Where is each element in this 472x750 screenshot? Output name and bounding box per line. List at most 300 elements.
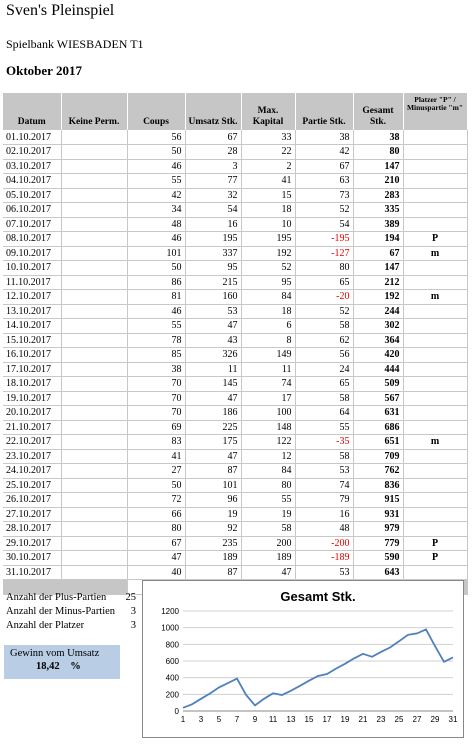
cell-coups: 46 <box>127 232 185 247</box>
cell-coups: 69 <box>127 420 185 435</box>
x-tick-label: 11 <box>268 715 278 724</box>
cell-coups: 47 <box>127 551 185 566</box>
cell-umsatz: 47 <box>185 391 241 406</box>
cell-mark <box>403 130 467 145</box>
table-row <box>3 493 467 508</box>
y-tick-label: 1000 <box>161 623 179 633</box>
cell-partie: -195 <box>295 232 353 247</box>
cell-keine-perm <box>61 536 127 551</box>
cell-mark <box>403 362 467 377</box>
table-row <box>3 333 467 348</box>
cell-partie: 53 <box>295 565 353 580</box>
cell-keine-perm <box>61 203 127 218</box>
cell-coups: 46 <box>127 304 185 319</box>
x-tick-label: 13 <box>286 715 296 724</box>
cell-gesamt: 283 <box>353 188 403 203</box>
cell-kapital: 189 <box>241 551 295 566</box>
y-tick-label: 1200 <box>161 607 179 616</box>
cell-mark <box>403 159 467 174</box>
cell-kapital: 12 <box>241 449 295 464</box>
table-row <box>3 174 467 189</box>
cell-date: 28.10.2017 <box>3 522 61 537</box>
series-line-gesamt <box>183 629 453 707</box>
cell-coups: 67 <box>127 536 185 551</box>
cell-date: 21.10.2017 <box>3 420 61 435</box>
cell-coups: 66 <box>127 507 185 522</box>
cell-date: 13.10.2017 <box>3 304 61 319</box>
cell-keine-perm <box>61 565 127 580</box>
cell-umsatz: 92 <box>185 522 241 537</box>
cell-coups: 55 <box>127 319 185 334</box>
cell-mark <box>403 261 467 276</box>
cell-keine-perm <box>61 275 127 290</box>
stat-platzer-label: Anzahl der Platzer <box>6 619 85 631</box>
stat-minus-label: Anzahl der Minus-Partien <box>6 605 116 617</box>
cell-umsatz: 145 <box>185 377 241 392</box>
x-tick-label: 17 <box>322 715 332 724</box>
cell-gesamt: 779 <box>353 536 403 551</box>
gain-unit: % <box>70 661 81 672</box>
cell-keine-perm <box>61 174 127 189</box>
cell-partie: 74 <box>295 478 353 493</box>
line-chart <box>143 581 463 737</box>
cell-date: 06.10.2017 <box>3 203 61 218</box>
cell-coups: 85 <box>127 348 185 363</box>
cell-coups: 70 <box>127 406 185 421</box>
cell-coups: 70 <box>127 391 185 406</box>
cell-date: 17.10.2017 <box>3 362 61 377</box>
cell-gesamt: 67 <box>353 246 403 261</box>
stat-minus-value: 3 <box>130 605 136 617</box>
cell-coups: 81 <box>127 290 185 305</box>
cell-umsatz: 326 <box>185 348 241 363</box>
cell-partie: -127 <box>295 246 353 261</box>
gain-box <box>4 645 120 679</box>
cell-mark <box>403 275 467 290</box>
cell-mark <box>403 348 467 363</box>
cell-partie: 16 <box>295 507 353 522</box>
cell-date: 25.10.2017 <box>3 478 61 493</box>
cell-coups: 50 <box>127 478 185 493</box>
cell-partie: 48 <box>295 522 353 537</box>
table-row <box>3 391 467 406</box>
cell-kapital: 17 <box>241 391 295 406</box>
cell-umsatz: 337 <box>185 246 241 261</box>
cell-umsatz: 54 <box>185 203 241 218</box>
cell-mark: P <box>403 232 467 247</box>
cell-mark <box>403 333 467 348</box>
x-tick-label: 3 <box>198 715 204 724</box>
cell-gesamt: 147 <box>353 261 403 276</box>
cell-kapital: 149 <box>241 348 295 363</box>
cell-kapital: 41 <box>241 174 295 189</box>
cell-partie: 52 <box>295 203 353 218</box>
stat-plus <box>6 590 136 604</box>
cell-keine-perm <box>61 348 127 363</box>
chart-title: Gesamt Stk. <box>280 589 356 604</box>
cell-umsatz: 225 <box>185 420 241 435</box>
table-row <box>3 348 467 363</box>
table-row <box>3 551 467 566</box>
cell-umsatz: 186 <box>185 406 241 421</box>
cell-kapital: 2 <box>241 159 295 174</box>
cell-gesamt: 686 <box>353 420 403 435</box>
table-row <box>3 203 467 218</box>
cell-mark <box>403 449 467 464</box>
cell-kapital: 200 <box>241 536 295 551</box>
cell-coups: 41 <box>127 449 185 464</box>
col-partie: Partie Stk. <box>295 93 353 130</box>
x-tick-label: 15 <box>304 715 314 724</box>
cell-keine-perm <box>61 217 127 232</box>
cell-kapital: 122 <box>241 435 295 450</box>
cell-gesamt: 836 <box>353 478 403 493</box>
cell-partie: 54 <box>295 217 353 232</box>
y-tick-label: 0 <box>174 707 179 716</box>
cell-coups: 70 <box>127 377 185 392</box>
table-row <box>3 478 467 493</box>
cell-gesamt: 244 <box>353 304 403 319</box>
cell-partie: 73 <box>295 188 353 203</box>
cell-partie: 53 <box>295 464 353 479</box>
col-platzer: Platzer "P" / Minuspartie "m" <box>403 93 467 130</box>
cell-keine-perm <box>61 232 127 247</box>
cell-umsatz: 215 <box>185 275 241 290</box>
cell-kapital: 47 <box>241 565 295 580</box>
cell-kapital: 8 <box>241 333 295 348</box>
cell-partie: 65 <box>295 275 353 290</box>
cell-umsatz: 95 <box>185 261 241 276</box>
month-heading: Oktober 2017 <box>6 63 82 78</box>
cell-keine-perm <box>61 507 127 522</box>
table-row <box>3 406 467 421</box>
table-row <box>3 232 467 247</box>
cell-date: 01.10.2017 <box>3 130 61 145</box>
cell-date: 10.10.2017 <box>3 261 61 276</box>
table-row <box>3 536 467 551</box>
cell-date: 23.10.2017 <box>3 449 61 464</box>
cell-mark: m <box>403 290 467 305</box>
cell-date: 07.10.2017 <box>3 217 61 232</box>
table-body <box>3 130 467 594</box>
cell-keine-perm <box>61 406 127 421</box>
cell-umsatz: 16 <box>185 217 241 232</box>
cell-umsatz: 19 <box>185 507 241 522</box>
cell-keine-perm <box>61 420 127 435</box>
table-row <box>3 507 467 522</box>
cell-date: 08.10.2017 <box>3 232 61 247</box>
cell-gesamt: 335 <box>353 203 403 218</box>
cell-umsatz: 189 <box>185 551 241 566</box>
x-tick-label: 19 <box>340 715 350 724</box>
cell-date: 15.10.2017 <box>3 333 61 348</box>
cell-coups: 56 <box>127 130 185 145</box>
gain-value: 18,42 <box>36 661 60 672</box>
cell-date: 19.10.2017 <box>3 391 61 406</box>
cell-coups: 80 <box>127 522 185 537</box>
cell-mark: m <box>403 435 467 450</box>
table-header-row <box>3 93 467 130</box>
cell-partie: 24 <box>295 362 353 377</box>
cell-coups: 83 <box>127 435 185 450</box>
cell-coups: 50 <box>127 145 185 160</box>
cell-keine-perm <box>61 551 127 566</box>
col-keine-perm: Keine Perm. <box>61 93 127 130</box>
cell-keine-perm <box>61 362 127 377</box>
cell-kapital: 33 <box>241 130 295 145</box>
cell-keine-perm <box>61 449 127 464</box>
cell-kapital: 95 <box>241 275 295 290</box>
cell-coups: 48 <box>127 217 185 232</box>
cell-keine-perm <box>61 333 127 348</box>
cell-mark <box>403 478 467 493</box>
y-tick-label: 600 <box>165 657 179 666</box>
cell-mark <box>403 319 467 334</box>
table-row <box>3 188 467 203</box>
cell-keine-perm <box>61 478 127 493</box>
cell-coups: 42 <box>127 188 185 203</box>
table-row <box>3 217 467 232</box>
cell-date: 22.10.2017 <box>3 435 61 450</box>
stats-block <box>6 590 136 632</box>
cell-gesamt: 194 <box>353 232 403 247</box>
cell-keine-perm <box>61 145 127 160</box>
cell-coups: 40 <box>127 565 185 580</box>
cell-date: 12.10.2017 <box>3 290 61 305</box>
cell-gesamt: 389 <box>353 217 403 232</box>
table-row <box>3 319 467 334</box>
cell-gesamt: 192 <box>353 290 403 305</box>
cell-partie: 80 <box>295 261 353 276</box>
cell-partie: -35 <box>295 435 353 450</box>
cell-kapital: 100 <box>241 406 295 421</box>
cell-partie: 52 <box>295 304 353 319</box>
cell-date: 24.10.2017 <box>3 464 61 479</box>
cell-coups: 38 <box>127 362 185 377</box>
cell-umsatz: 160 <box>185 290 241 305</box>
cell-gesamt: 302 <box>353 319 403 334</box>
gain-label: Gewinn vom Umsatz <box>10 648 100 659</box>
x-tick-label: 25 <box>394 715 404 724</box>
y-tick-label: 400 <box>165 673 179 683</box>
cell-partie: 62 <box>295 333 353 348</box>
cell-date: 03.10.2017 <box>3 159 61 174</box>
x-tick-label: 31 <box>448 715 458 724</box>
cell-mark <box>403 493 467 508</box>
cell-keine-perm <box>61 246 127 261</box>
x-tick-label: 9 <box>252 715 258 724</box>
table-row <box>3 130 467 145</box>
y-tick-label: 800 <box>165 640 179 650</box>
cell-kapital: 6 <box>241 319 295 334</box>
cell-coups: 27 <box>127 464 185 479</box>
cell-umsatz: 195 <box>185 232 241 247</box>
cell-mark <box>403 406 467 421</box>
cell-keine-perm <box>61 319 127 334</box>
cell-kapital: 18 <box>241 203 295 218</box>
table-row <box>3 377 467 392</box>
cell-keine-perm <box>61 290 127 305</box>
y-tick-label: 200 <box>165 690 179 700</box>
table-row <box>3 522 467 537</box>
results-table <box>3 93 468 595</box>
cell-gesamt: 762 <box>353 464 403 479</box>
cell-coups: 78 <box>127 333 185 348</box>
cell-umsatz: 77 <box>185 174 241 189</box>
cell-kapital: 18 <box>241 304 295 319</box>
col-max-kapital: Max. Kapital <box>241 93 295 130</box>
cell-gesamt: 931 <box>353 507 403 522</box>
x-tick-label: 29 <box>430 715 440 724</box>
col-gesamt: Gesamt Stk. <box>353 93 403 130</box>
cell-kapital: 19 <box>241 507 295 522</box>
table-row <box>3 290 467 305</box>
cell-gesamt: 643 <box>353 565 403 580</box>
x-tick-label: 5 <box>216 715 222 724</box>
cell-mark <box>403 391 467 406</box>
cell-partie: 58 <box>295 449 353 464</box>
table-row <box>3 145 467 160</box>
cell-mark <box>403 145 467 160</box>
stat-plus-label: Anzahl der Plus-Partien <box>6 591 107 603</box>
cell-mark <box>403 203 467 218</box>
cell-kapital: 195 <box>241 232 295 247</box>
cell-mark <box>403 304 467 319</box>
cell-kapital: 84 <box>241 290 295 305</box>
cell-umsatz: 47 <box>185 449 241 464</box>
cell-gesamt: 147 <box>353 159 403 174</box>
cell-kapital: 80 <box>241 478 295 493</box>
cell-partie: 58 <box>295 319 353 334</box>
cell-gesamt: 590 <box>353 551 403 566</box>
cell-coups: 55 <box>127 174 185 189</box>
cell-keine-perm <box>61 522 127 537</box>
cell-date: 18.10.2017 <box>3 377 61 392</box>
cell-date: 16.10.2017 <box>3 348 61 363</box>
cell-umsatz: 3 <box>185 159 241 174</box>
cell-date: 02.10.2017 <box>3 145 61 160</box>
cell-gesamt: 631 <box>353 406 403 421</box>
cell-partie: -20 <box>295 290 353 305</box>
cell-gesamt: 444 <box>353 362 403 377</box>
cell-date: 30.10.2017 <box>3 551 61 566</box>
cell-partie: 42 <box>295 145 353 160</box>
cell-umsatz: 43 <box>185 333 241 348</box>
cell-keine-perm <box>61 464 127 479</box>
cell-mark <box>403 565 467 580</box>
cell-kapital: 15 <box>241 188 295 203</box>
x-tick-label: 7 <box>234 715 240 724</box>
cell-keine-perm <box>61 130 127 145</box>
cell-partie: 63 <box>295 174 353 189</box>
cell-coups: 72 <box>127 493 185 508</box>
cell-date: 14.10.2017 <box>3 319 61 334</box>
cell-date: 27.10.2017 <box>3 507 61 522</box>
table-row <box>3 159 467 174</box>
cell-gesamt: 212 <box>353 275 403 290</box>
cell-gesamt: 509 <box>353 377 403 392</box>
x-tick-label: 21 <box>358 715 368 724</box>
table-row <box>3 420 467 435</box>
col-umsatz: Umsatz Stk. <box>185 93 241 130</box>
cell-umsatz: 32 <box>185 188 241 203</box>
stat-minus <box>6 604 136 618</box>
table-row <box>3 246 467 261</box>
cell-mark <box>403 420 467 435</box>
cell-kapital: 55 <box>241 493 295 508</box>
cell-mark: m <box>403 246 467 261</box>
cell-gesamt: 651 <box>353 435 403 450</box>
cell-gesamt: 567 <box>353 391 403 406</box>
cell-partie: -189 <box>295 551 353 566</box>
cell-umsatz: 11 <box>185 362 241 377</box>
cell-partie: 38 <box>295 130 353 145</box>
cell-gesamt: 38 <box>353 130 403 145</box>
cell-umsatz: 101 <box>185 478 241 493</box>
table-row <box>3 464 467 479</box>
chart-container <box>142 580 464 738</box>
x-tick-label: 27 <box>412 715 422 724</box>
table-row <box>3 435 467 450</box>
cell-umsatz: 53 <box>185 304 241 319</box>
cell-kapital: 84 <box>241 464 295 479</box>
cell-kapital: 192 <box>241 246 295 261</box>
table-row <box>3 449 467 464</box>
cell-kapital: 52 <box>241 261 295 276</box>
stat-platzer-value: 3 <box>130 619 136 631</box>
cell-kapital: 74 <box>241 377 295 392</box>
table-row <box>3 304 467 319</box>
cell-coups: 86 <box>127 275 185 290</box>
cell-date: 29.10.2017 <box>3 536 61 551</box>
cell-kapital: 22 <box>241 145 295 160</box>
cell-gesamt: 210 <box>353 174 403 189</box>
cell-coups: 34 <box>127 203 185 218</box>
cell-umsatz: 87 <box>185 565 241 580</box>
cell-keine-perm <box>61 159 127 174</box>
cell-date: 26.10.2017 <box>3 493 61 508</box>
cell-kapital: 148 <box>241 420 295 435</box>
cell-partie: 58 <box>295 391 353 406</box>
cell-mark <box>403 522 467 537</box>
cell-umsatz: 235 <box>185 536 241 551</box>
cell-gesamt: 915 <box>353 493 403 508</box>
cell-partie: 79 <box>295 493 353 508</box>
cell-coups: 46 <box>127 159 185 174</box>
cell-keine-perm <box>61 377 127 392</box>
cell-mark <box>403 464 467 479</box>
cell-umsatz: 28 <box>185 145 241 160</box>
cell-date: 09.10.2017 <box>3 246 61 261</box>
cell-kapital: 10 <box>241 217 295 232</box>
cell-partie: 65 <box>295 377 353 392</box>
table-row <box>3 362 467 377</box>
cell-date: 31.10.2017 <box>3 565 61 580</box>
table-row <box>3 565 467 580</box>
stat-platzer <box>6 618 136 632</box>
cell-mark <box>403 507 467 522</box>
cell-gesamt: 420 <box>353 348 403 363</box>
x-tick-label: 1 <box>180 715 186 724</box>
cell-umsatz: 175 <box>185 435 241 450</box>
x-tick-label: 23 <box>376 715 386 724</box>
cell-date: 04.10.2017 <box>3 174 61 189</box>
page-title: Sven's Pleinspiel <box>6 2 115 19</box>
cell-mark <box>403 377 467 392</box>
cell-umsatz: 47 <box>185 319 241 334</box>
gain-value-line <box>10 661 114 672</box>
cell-mark <box>403 174 467 189</box>
